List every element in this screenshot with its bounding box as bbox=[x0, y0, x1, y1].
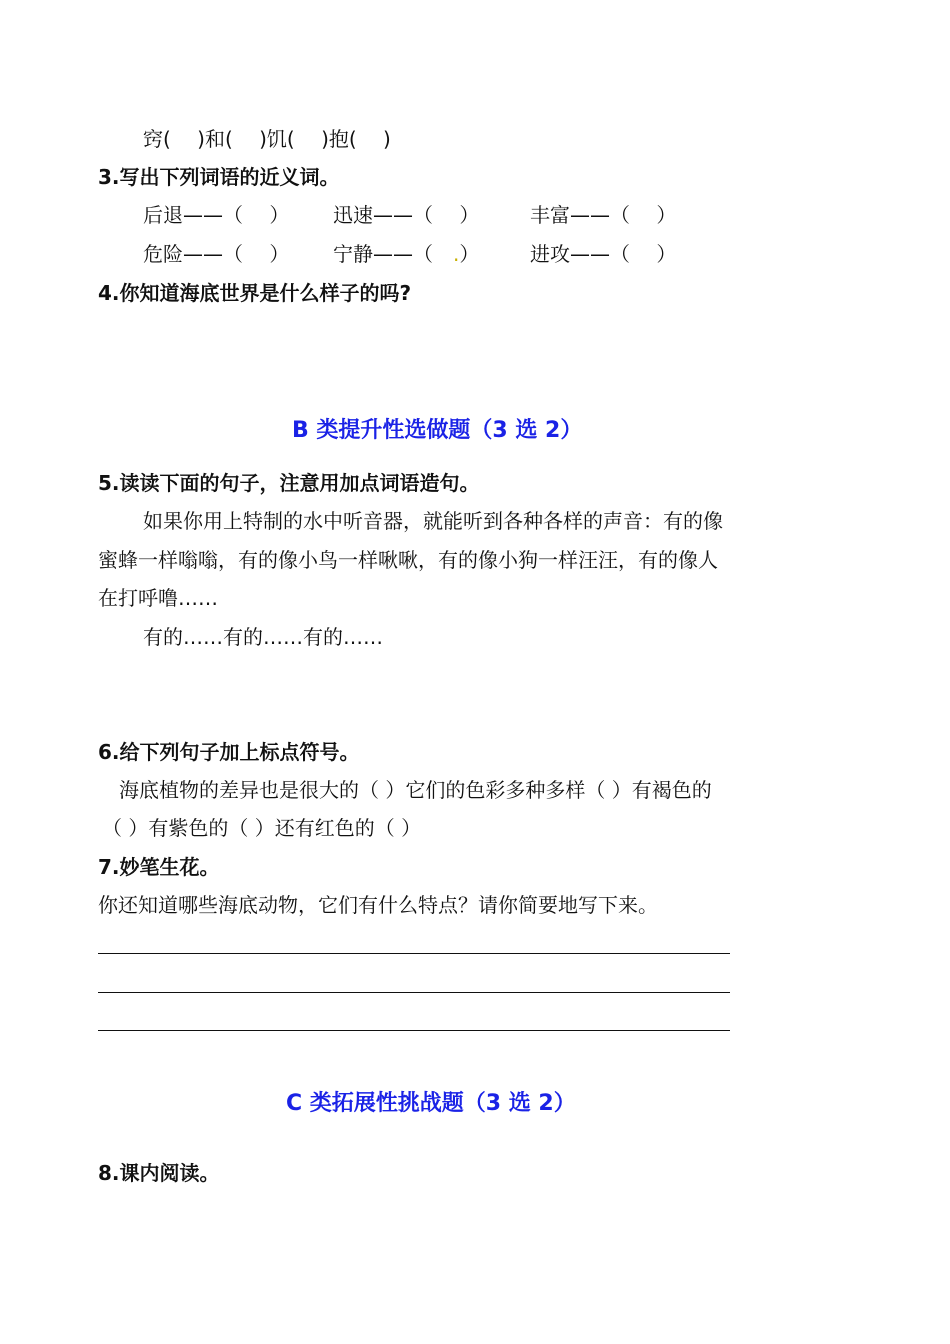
q3-item-ningjing-close: ） bbox=[459, 242, 480, 266]
q3-item-ningjing bbox=[333, 242, 479, 266]
q5-pattern: 有的……有的……有的…… bbox=[143, 625, 383, 649]
q5-passage-line-1: 如果你用上特制的水中听音器，就能听到各种各样的声音：有的像 bbox=[143, 509, 723, 533]
q8-heading: 8.课内阅读。 bbox=[98, 1161, 220, 1185]
q6-sentence-line-2: （ ）有紫色的（ ）还有红色的（ ） bbox=[102, 816, 422, 840]
q5-passage-line-3: 在打呼噜…… bbox=[98, 586, 218, 610]
q3-heading: 3.写出下列词语的近义词。 bbox=[98, 165, 340, 189]
answer-line-1[interactable] bbox=[98, 953, 730, 954]
answer-line-2[interactable] bbox=[98, 992, 730, 993]
q3-item-ningjing-text: 宁静——（ bbox=[333, 242, 453, 266]
q7-heading: 7.妙笔生花。 bbox=[98, 855, 220, 879]
q3-item-jingong: 进攻——（ ） bbox=[530, 242, 677, 266]
q6-sentence-line-1: 海底植物的差异也是很大的（ ）它们的色彩多种多样（ ）有褐色的 bbox=[119, 778, 712, 802]
answer-line-3[interactable] bbox=[98, 1030, 730, 1031]
q4-heading: 4.你知道海底世界是什么样子的吗? bbox=[98, 281, 412, 305]
section-b-title: B 类提升性选做题（3 选 2） bbox=[292, 418, 583, 443]
q7-prompt: 你还知道哪些海底动物，它们有什么特点？请你简要地写下来。 bbox=[98, 893, 658, 917]
q3-item-houtui: 后退——（ ） bbox=[143, 203, 290, 227]
q5-heading: 5.读读下面的句子，注意用加点词语造句。 bbox=[98, 471, 480, 495]
stray-dot-mark: . bbox=[453, 242, 460, 266]
section-c-title: C 类拓展性挑战题（3 选 2） bbox=[286, 1091, 576, 1116]
q3-item-fengfu: 丰富——（ ） bbox=[530, 203, 677, 227]
char-pairs-line: 窍( )和( )饥( )抱( ) bbox=[143, 127, 391, 151]
q5-passage-line-2: 蜜蜂一样嗡嗡，有的像小鸟一样啾啾，有的像小狗一样汪汪，有的像人 bbox=[98, 548, 718, 572]
q6-heading: 6.给下列句子加上标点符号。 bbox=[98, 740, 360, 764]
q3-item-weixian: 危险——（ ） bbox=[143, 242, 290, 266]
q3-item-xunsu: 迅速——（ ） bbox=[333, 203, 480, 227]
